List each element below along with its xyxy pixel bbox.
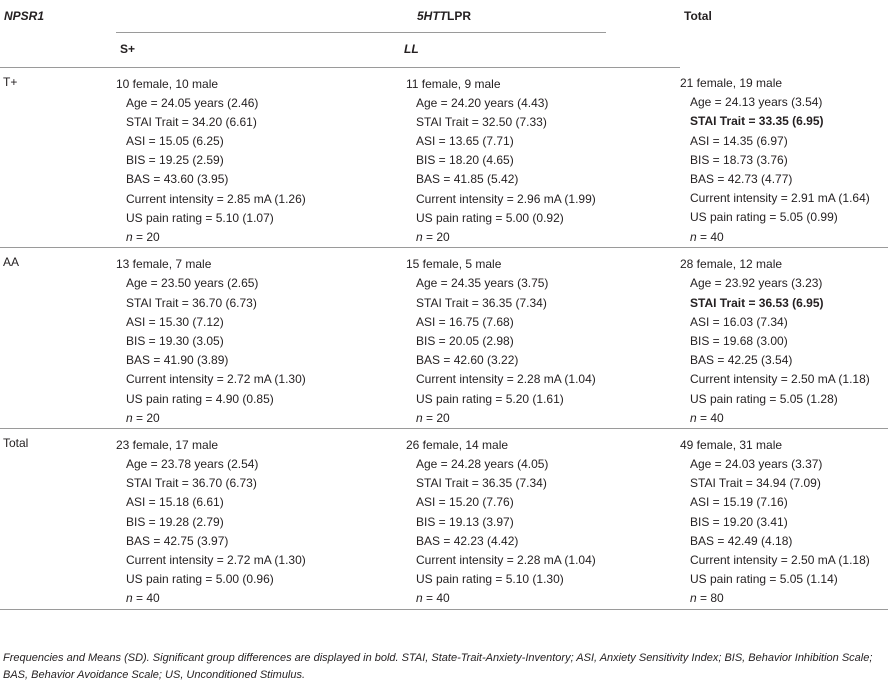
table-cell [404,248,680,429]
cell-line-n [680,228,888,247]
cell-line-bas: BAS = 41.85 (5.42) [416,172,519,187]
cell-line-bas: BAS = 42.25 (3.54) [690,353,793,368]
cell-line-n [406,228,680,247]
header-empty [0,33,116,67]
cell-line-bas: BAS = 42.23 (4.42) [416,533,519,548]
cell-line-stai: STAI Trait = 36.70 (6.73) [126,295,257,310]
row-label: T+ [0,67,116,248]
cell-line-n [406,409,680,428]
header-lpr: LPR [447,9,471,23]
cell-line-us: US pain rating = 5.20 (1.61) [416,391,564,406]
cell-line-stai: STAI Trait = 36.35 (7.34) [416,476,547,491]
n-value: = 20 [422,410,450,425]
table-cell [116,67,404,248]
cell-line-bis: BIS = 18.20 (4.65) [416,153,514,168]
n-value: = 40 [422,591,450,606]
cell-line-bas: BAS = 42.60 (3.22) [416,353,519,368]
cell-line-current: Current intensity = 2.28 mA (1.04) [416,372,596,387]
cell-line-age: Age = 23.78 years (2.54) [126,457,259,472]
cell-line-us: US pain rating = 5.00 (0.96) [126,572,274,587]
n-symbol: n [690,410,697,425]
cell-line-asi: ASI = 16.03 (7.34) [690,314,788,329]
n-symbol: n [416,591,423,606]
cell-line-bis: BIS = 18.73 (3.76) [690,152,788,167]
cell-line-stai: STAI Trait = 32.50 (7.33) [416,114,547,129]
cell-line-sex: 13 female, 7 male [116,257,212,272]
table-cell [404,67,680,248]
n-value: = 40 [696,229,724,244]
header-span-rule [116,32,606,33]
cell-line-asi: ASI = 15.18 (6.61) [126,495,224,510]
cell-line-age: Age = 23.92 years (3.23) [690,276,823,291]
cell-line-n [116,228,404,247]
cell-line-sex: 11 female, 9 male [406,76,501,91]
cell-line-stai: STAI Trait = 34.94 (7.09) [690,476,821,491]
n-symbol: n [126,591,133,606]
cell-line-sex: 49 female, 31 male [680,437,783,452]
cell-line-bis: BIS = 19.68 (3.00) [690,333,788,348]
cell-line-bas: BAS = 42.73 (4.77) [690,171,793,186]
table-cell [116,428,404,609]
cell-line-us: US pain rating = 5.10 (1.07) [126,210,274,225]
cell-line-stai: STAI Trait = 36.70 (6.73) [126,476,257,491]
cell-line-asi: ASI = 13.65 (7.71) [416,134,514,149]
table-cell [680,67,888,248]
n-value: = 20 [422,230,450,244]
n-symbol: n [416,230,423,244]
cell-line-n [406,589,680,608]
cell-line-current: Current intensity = 2.96 mA (1.99) [416,191,596,206]
header-row-1 [0,0,888,33]
cell-line-sex: 28 female, 12 male [680,257,783,272]
n-symbol: n [416,410,423,425]
cell-line-age: Age = 24.20 years (4.43) [416,95,549,110]
cell-line-us: US pain rating = 5.10 (1.30) [416,572,564,587]
cell-line-n [116,589,404,608]
cell-line-age: Age = 24.05 years (2.46) [126,95,259,110]
header-s-plus: S+ [116,33,404,67]
cell-line-current: Current intensity = 2.72 mA (1.30) [126,553,306,567]
table-row [0,67,888,248]
cell-line-asi: ASI = 15.30 (7.12) [126,314,224,329]
cell-line-current: Current intensity = 2.72 mA (1.30) [126,372,306,387]
table-row [0,428,888,609]
cell-line-us: US pain rating = 5.05 (0.99) [690,210,838,225]
cell-line-us: US pain rating = 5.00 (0.92) [416,210,564,225]
n-symbol: n [690,591,697,606]
cell-line-n [680,409,888,428]
table-cell [680,428,888,609]
cell-line-stai: STAI Trait = 34.20 (6.61) [126,114,257,129]
table-row [0,248,888,429]
header-npsr1: NPSR1 [4,9,45,23]
cell-line-stai: STAI Trait = 36.53 (6.95) [690,295,824,310]
header-5httlpr [116,0,680,33]
table-cell [404,428,680,609]
cell-line-bas: BAS = 41.90 (3.89) [126,353,229,368]
cell-line-age: Age = 24.28 years (4.05) [416,457,549,472]
table-body [0,67,888,609]
cell-line-current: Current intensity = 2.85 mA (1.26) [126,191,306,206]
cell-line-current: Current intensity = 2.28 mA (1.04) [416,553,596,567]
header-5htt-italic: 5HTT [417,9,447,23]
cell-line-bas: BAS = 42.49 (4.18) [690,533,793,548]
row-label: AA [0,248,116,429]
cell-line-bas: BAS = 42.75 (3.97) [126,533,229,548]
cell-line-us: US pain rating = 4.90 (0.85) [126,391,274,406]
cell-line-bis: BIS = 19.28 (2.79) [126,514,224,529]
cell-line-age: Age = 24.13 years (3.54) [690,95,823,110]
cell-line-asi: ASI = 14.35 (6.97) [690,133,788,148]
cell-line-asi: ASI = 16.75 (7.68) [416,314,514,329]
table-footnote: Frequencies and Means (SD). Significant group differences are displayed in bold. STAI, State-Trait-Anxiety-Inventory; ASI, Anxiety Sensitivity Index; BIS, Behavior Inhibition Scale; BAS, Behavior Avoidance Scale; US, Unconditioned Stimulus. [3,652,873,681]
cell-line-bis: BIS = 19.13 (3.97) [416,514,514,529]
cell-line-asi: ASI = 15.05 (6.25) [126,134,224,149]
cell-line-current: Current intensity = 2.91 mA (1.64) [690,191,870,206]
cell-line-n [680,589,888,608]
cell-line-sex: 26 female, 14 male [406,437,509,452]
cell-line-asi: ASI = 15.20 (7.76) [416,495,514,510]
n-value: = 20 [132,410,160,425]
cell-line-age: Age = 24.35 years (3.75) [416,276,549,291]
cell-line-bis: BIS = 19.25 (2.59) [126,153,224,168]
cell-line-stai: STAI Trait = 36.35 (7.34) [416,295,547,310]
cell-line-age: Age = 23.50 years (2.65) [126,276,259,291]
cell-line-sex: 15 female, 5 male [406,257,502,272]
cell-line-stai: STAI Trait = 33.35 (6.95) [690,114,824,129]
cell-line-current: Current intensity = 2.50 mA (1.18) [690,553,870,567]
header-total: Total [684,9,712,23]
cell-line-age: Age = 24.03 years (3.37) [690,457,823,472]
cell-line-sex: 10 female, 10 male [116,76,219,91]
n-value: = 40 [696,410,724,425]
cell-line-n [116,409,404,428]
n-value: = 80 [696,591,724,606]
cell-line-bis: BIS = 20.05 (2.98) [416,333,514,348]
row-label: Total [0,428,116,609]
cell-line-sex: 21 female, 19 male [680,76,783,90]
n-symbol: n [126,410,133,425]
n-symbol: n [690,229,697,244]
cell-line-bis: BIS = 19.20 (3.41) [690,514,788,529]
table-cell [680,248,888,429]
cell-line-us: US pain rating = 5.05 (1.14) [690,572,838,587]
cell-line-sex: 23 female, 17 male [116,437,219,452]
cell-line-us: US pain rating = 5.05 (1.28) [690,391,838,406]
header-ll: LL [404,33,680,67]
table-cell [116,248,404,429]
cell-line-asi: ASI = 15.19 (7.16) [690,495,788,510]
cell-line-bis: BIS = 19.30 (3.05) [126,333,224,348]
n-value: = 20 [132,230,160,244]
cell-line-current: Current intensity = 2.50 mA (1.18) [690,372,870,387]
cell-line-bas: BAS = 43.60 (3.95) [126,172,229,187]
n-value: = 40 [132,591,160,606]
n-symbol: n [126,230,133,244]
